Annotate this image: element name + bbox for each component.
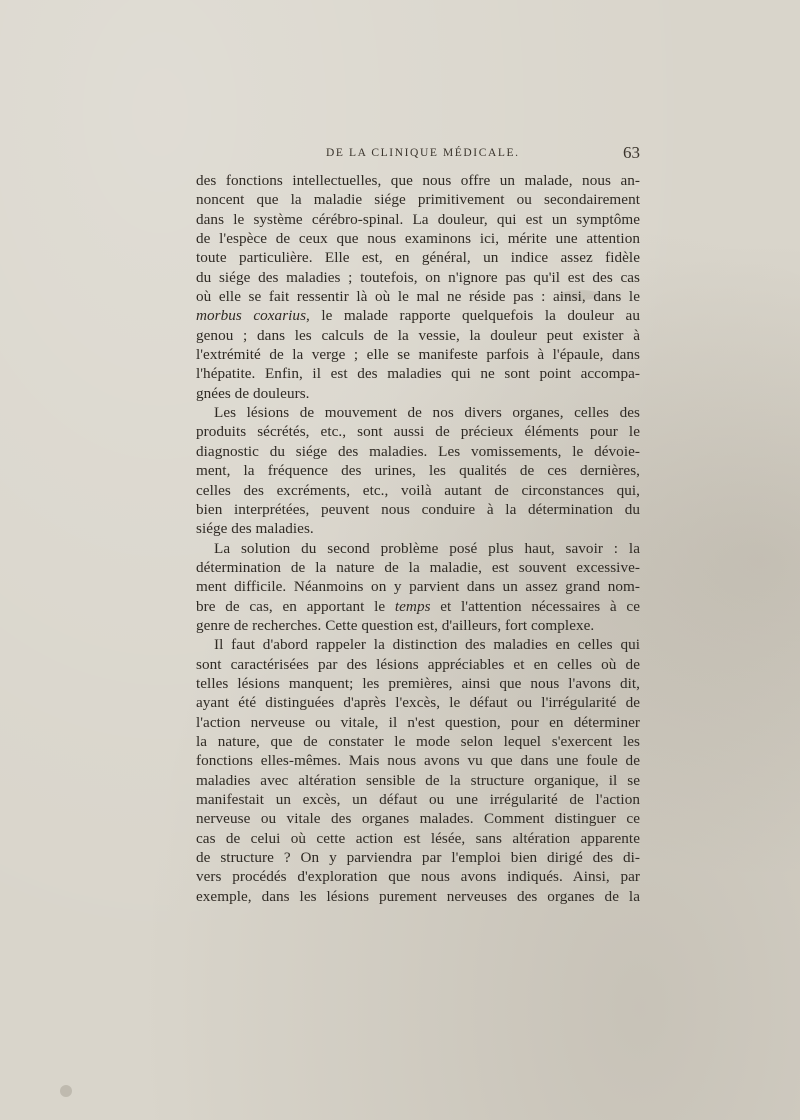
text-line-content: celles des excréments, etc., voilà autant de circonstances qui, [196, 481, 640, 499]
text-line [196, 364, 640, 383]
text-line-content: diagnostic du siége des maladies. Les vomissements, le dévoie- [196, 442, 640, 460]
text-line-content: produits sécrétés, etc., sont aussi de précieux éléments pour le [196, 423, 640, 441]
text-line [196, 577, 640, 596]
text-line-content: sont caractérisées par des lésions appréciables et en celles où de [196, 655, 640, 673]
text-line [196, 539, 640, 558]
text-line-content: de structure ? On y parviendra par l'emploi bien dirigé des di- [196, 849, 640, 867]
text-line [196, 403, 640, 422]
text-line [196, 693, 640, 712]
text-line-content: l'action nerveuse ou vitale, il n'est question, pour en déterminer [196, 713, 640, 731]
text-line [196, 713, 640, 732]
page-header [196, 143, 640, 167]
text-line-content: nerveuse ou vitale des organes malades. Comment distinguer ce [196, 810, 640, 828]
text-line [196, 655, 640, 674]
paper-stain [60, 1085, 72, 1097]
text-line [196, 558, 640, 577]
page-number: 63 [623, 143, 640, 162]
text-line-content: détermination de la nature de la maladie, est souvent excessive- [196, 558, 640, 576]
text-line [196, 248, 640, 267]
text-line-content: La solution du second problème posé plus haut, savoir : la [214, 539, 640, 557]
text-line [196, 422, 640, 441]
text-line [196, 326, 640, 345]
text-line-content: ment difficile. Néanmoins on y parvient dans un assez grand nom- [196, 578, 640, 596]
text-line-content: l'hépatite. Enfin, il est des maladies qui ne sont point accompa- [196, 365, 640, 383]
text-line-content: telles lésions manquent; les premières, ainsi que nous l'avons dit, [196, 674, 640, 692]
text-line [196, 771, 640, 790]
text-line [196, 809, 640, 828]
text-line [196, 829, 640, 848]
text-line [196, 674, 640, 693]
text-line [196, 848, 640, 867]
text-line [196, 481, 640, 500]
text-line-content: manifestait un excès, un défaut ou une irrégularité de l'action [196, 791, 640, 808]
text-line-content: fonctions elles-mêmes. Mais nous avons vu que dans une foule de [196, 752, 640, 770]
text-line-start: bre de cas, en apportant le [196, 597, 395, 615]
text-line-content: siége des maladies. [196, 520, 314, 538]
text-line [196, 190, 640, 209]
text-line [196, 751, 640, 770]
text-line-content: de l'espèce de ceux que nous examinons ici, mérite une attention [196, 230, 640, 248]
text-line-content: ment, la fréquence des urines, les qualités de ces dernières, [196, 462, 640, 480]
text-line-content: la nature, que de constater le mode selon lequel s'exercent les [196, 732, 640, 750]
text-line-content: gnées de douleurs. [196, 384, 310, 402]
text-line-content: genou ; dans les calculs de la vessie, la douleur peut exister à [196, 326, 640, 344]
text-line [196, 171, 640, 190]
text-line-content: toute particulière. Elle est, en général, un indice assez fidèle [196, 249, 640, 267]
text-line [196, 461, 640, 480]
italic-term: morbus coxarius [196, 307, 307, 325]
text-line-content: dans le système cérébro-spinal. La douleur, qui est un symptôme [196, 210, 640, 228]
text-line [196, 384, 640, 403]
body-text [196, 171, 640, 906]
running-head: DE LA CLINIQUE MÉDICALE. [326, 147, 520, 159]
text-line-content: du siége des maladies ; toutefois, on n'ignore pas qu'il est des cas [196, 268, 640, 286]
text-line [196, 442, 640, 461]
text-line-content: vers procédés d'exploration que nous avons indiqués. Ainsi, par [196, 868, 640, 886]
text-line [196, 867, 640, 886]
text-line [196, 229, 640, 248]
text-line-content: Il faut d'abord rappeler la distinction des maladies en celles qui [214, 636, 640, 654]
text-line [196, 500, 640, 519]
text-line-content: l'extrémité de la verge ; elle se manifeste parfois à l'épaule, dans [196, 346, 640, 364]
text-line-content: genre de recherches. Cette question est, d'ailleurs, fort complexe. [196, 616, 595, 634]
text-line-content: exemple, dans les lésions purement nerveuses des organes de la [196, 887, 640, 905]
text-line-content: noncent que la maladie siége primitivement ou secondairement [196, 191, 640, 209]
text-line-content: et l'attention nécessaires à ce [430, 597, 641, 615]
text-line [196, 635, 640, 654]
text-line-content: Les lésions de mouvement de nos divers organes, celles des [214, 404, 640, 422]
text-line [196, 345, 640, 364]
text-line-content: maladies avec altération sensible de la structure organique, il se [196, 771, 640, 789]
text-line [196, 790, 640, 809]
italic-term: temps [394, 597, 431, 615]
text-line [196, 597, 640, 616]
text-line [196, 287, 640, 306]
text-line-content: des fonctions intellectuelles, que nous offre un malade, nous an- [196, 172, 640, 189]
text-line-content: bien interprétées, peuvent nous conduire à la détermination du [196, 500, 640, 518]
text-line [196, 306, 640, 325]
text-line [196, 732, 640, 751]
text-line [196, 616, 640, 635]
text-line-content: où elle se fait ressentir là où le mal ne réside pas : ainsi, dans le [196, 288, 640, 306]
text-line [196, 268, 640, 287]
text-line [196, 210, 640, 229]
text-line-content: , le malade rapporte quelquefois la douleur au [306, 307, 640, 325]
text-line-content: ayant été distinguées d'après l'excès, le défaut ou l'irrégularité de [196, 694, 640, 712]
text-line [196, 887, 640, 906]
text-line [196, 519, 640, 538]
text-line-content: cas de celui où cette action est lésée, sans altération apparente [196, 829, 640, 847]
